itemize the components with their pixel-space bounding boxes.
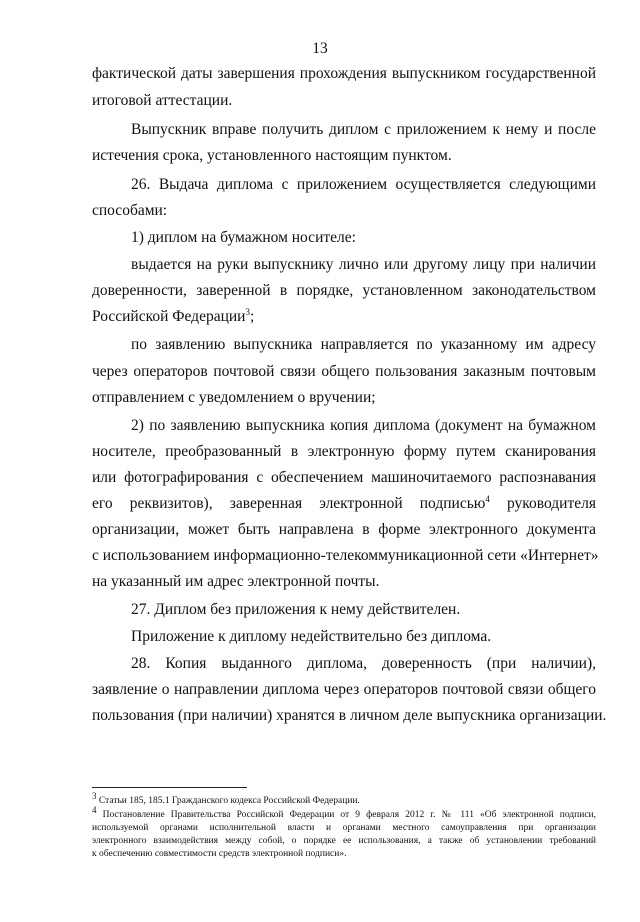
text-line: способами:	[92, 202, 168, 219]
text-line: доверенности, заверенной в порядке, установленном законодательством	[92, 282, 596, 299]
text-fragment: ;	[249, 308, 255, 325]
text-line-with-footnote	[92, 494, 596, 514]
footnote-ref-4: 4	[485, 493, 490, 504]
text-line: 2) по заявлению выпускника копия диплома (документ на бумажном	[131, 417, 596, 434]
text-line: организации, может быть направлена в форме электронного документа	[92, 521, 596, 538]
text-fragment: Российской Федерации	[92, 308, 246, 325]
text-line: 28. Копия выданного диплома, доверенность (при наличии),	[131, 655, 596, 672]
text-line: через операторов почтовой связи общего пользования заказным почтовым	[92, 363, 596, 380]
footnote-line: электронного взаимодействия между собой, о порядке ее использования, а также об установлении требований	[92, 836, 596, 846]
text-line: 1) диплом на бумажном носителе:	[131, 229, 356, 246]
text-line: с использованием информационно-телекоммуникационной сети «Интернет»	[92, 547, 599, 564]
text-line: отправлением с уведомлением о вручении;	[92, 389, 376, 406]
text-line: по заявлению выпускника направляется по указанному им адресу	[131, 336, 596, 353]
footnote-mark: 4	[92, 804, 97, 815]
footnote-text: Статьи 185, 185.1 Гражданского кодекса Российской Федерации.	[96, 796, 360, 806]
text-line: заявление о направлении диплома через операторов почтовой связи общего	[92, 681, 596, 698]
text-line: Приложение к диплому недействительно без диплома.	[131, 628, 492, 645]
page-number: 13	[312, 40, 328, 57]
text-fragment: его реквизитов), заверенная электронной подписью	[92, 495, 486, 512]
text-line: или фотографирования с обеспечением машиночитаемого распознавания	[92, 469, 596, 486]
text-line: Выпускник вправе получить диплом с приложением к нему и после	[131, 121, 596, 138]
footnote-divider	[92, 787, 247, 788]
text-line: 26. Выдача диплома с приложением осуществляется следующими	[131, 176, 596, 193]
text-line: носителе, преобразованный в электронную форму путем сканирования	[92, 443, 596, 460]
footnote-4	[92, 804, 596, 822]
footnote-line: к обеспечению совместимости средств электронной подписи».	[92, 849, 347, 859]
text-fragment: руководителя	[489, 495, 596, 512]
footnote-ref-3: 3	[245, 306, 250, 317]
text-line: 27. Диплом без приложения к нему действителен.	[131, 601, 461, 618]
text-line: на указанный им адрес электронной почты.	[92, 573, 380, 590]
text-line: истечения срока, установленного настоящим пунктом.	[92, 147, 452, 164]
text-line: пользования (при наличии) хранятся в личном деле выпускника организации.	[92, 707, 607, 724]
text-line-with-footnote	[92, 307, 254, 327]
footnote-mark: 3	[92, 790, 97, 801]
footnote-text: Постановление Правительства Российской Федерации от 9 февраля 2012 г. № 111 «Об электронной подписи,	[96, 810, 596, 820]
text-line: выдается на руки выпускнику лично или другому лицу при наличии	[131, 256, 596, 273]
text-line: фактической даты завершения прохождения выпускником государственной	[92, 65, 596, 82]
footnote-line: используемой органами исполнительной власти и органами местного самоуправления при организации	[92, 823, 596, 833]
text-line: итоговой аттестации.	[92, 92, 233, 109]
footnote-3	[92, 790, 360, 808]
